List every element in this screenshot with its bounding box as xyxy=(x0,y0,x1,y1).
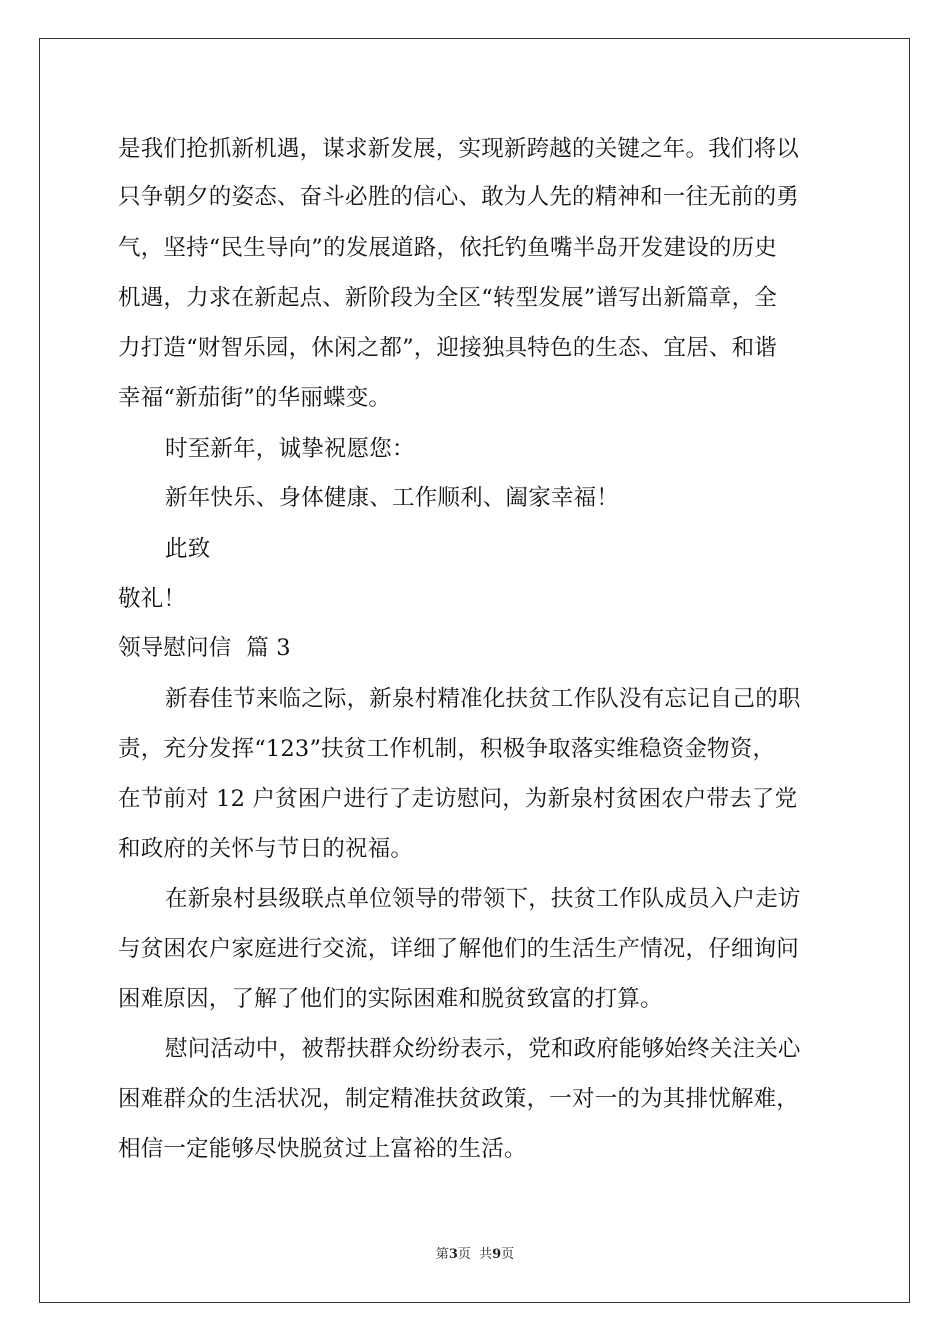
text-line: 在节前对 12 户贫困户进行了走访慰问，为新泉村贫困农户带去了党 xyxy=(118,786,798,812)
text-line: 是我们抢抓新机遇，谋求新发展，实现新跨越的关键之年。我们将以 xyxy=(118,136,800,162)
page-current: 3 xyxy=(448,1247,458,1262)
page-total: 9 xyxy=(492,1247,502,1262)
page-number-footer xyxy=(0,1246,950,1264)
salute-line: 敬礼！ xyxy=(118,586,187,612)
page-mid: 页 共 xyxy=(457,1247,493,1262)
text-line: 责，充分发挥“123”扶贫工作机制，积极争取落实维稳资金物资， xyxy=(118,736,776,762)
page-prefix: 第 xyxy=(435,1247,449,1262)
text-line: 机遇，力求在新起点、新阶段为全区“转型发展”谱写出新篇章，全 xyxy=(118,285,778,311)
text-line: 在新泉村县级联点单位领导的带领下，扶贫工作队成员入户走访 xyxy=(165,886,801,912)
text-line: 气，坚持“民生导向”的发展道路，依托钓鱼嘴半岛开发建设的历史 xyxy=(118,235,778,261)
text-line: 慰问活动中，被帮扶群众纷纷表示，党和政府能够始终关注关心 xyxy=(165,1036,801,1062)
text-line: 幸福“新茄街”的华丽蝶变。 xyxy=(118,385,392,411)
section-heading: 领导慰问信 篇 3 xyxy=(118,635,291,661)
text-line: 相信一定能够尽快脱贫过上富裕的生活。 xyxy=(118,1136,527,1162)
closing-line: 此致 xyxy=(165,536,211,562)
text-line: 力打造“财智乐园，休闲之都”，迎接独具特色的生态、宜居、和谐 xyxy=(118,335,778,361)
text-line: 和政府的关怀与节日的祝福。 xyxy=(118,836,414,862)
wish-line: 新年快乐、身体健康、工作顺利、阖家幸福！ xyxy=(165,485,620,511)
page-suffix: 页 xyxy=(501,1247,515,1262)
greeting-line: 时至新年，诚挚祝愿您： xyxy=(165,436,415,462)
text-line: 与贫困农户家庭进行交流，详细了解他们的生活生产情况，仔细询问 xyxy=(118,936,800,962)
text-line: 困难原因，了解了他们的实际困难和脱贫致富的打算。 xyxy=(118,986,663,1012)
text-line: 新春佳节来临之际，新泉村精准化扶贫工作队没有忘记自己的职 xyxy=(165,686,801,712)
text-line: 困难群众的生活状况，制定精准扶贫政策，一对一的为其排忧解难， xyxy=(118,1086,800,1112)
text-line: 只争朝夕的姿态、奋斗必胜的信心、敢为人先的精神和一往无前的勇 xyxy=(118,184,800,210)
